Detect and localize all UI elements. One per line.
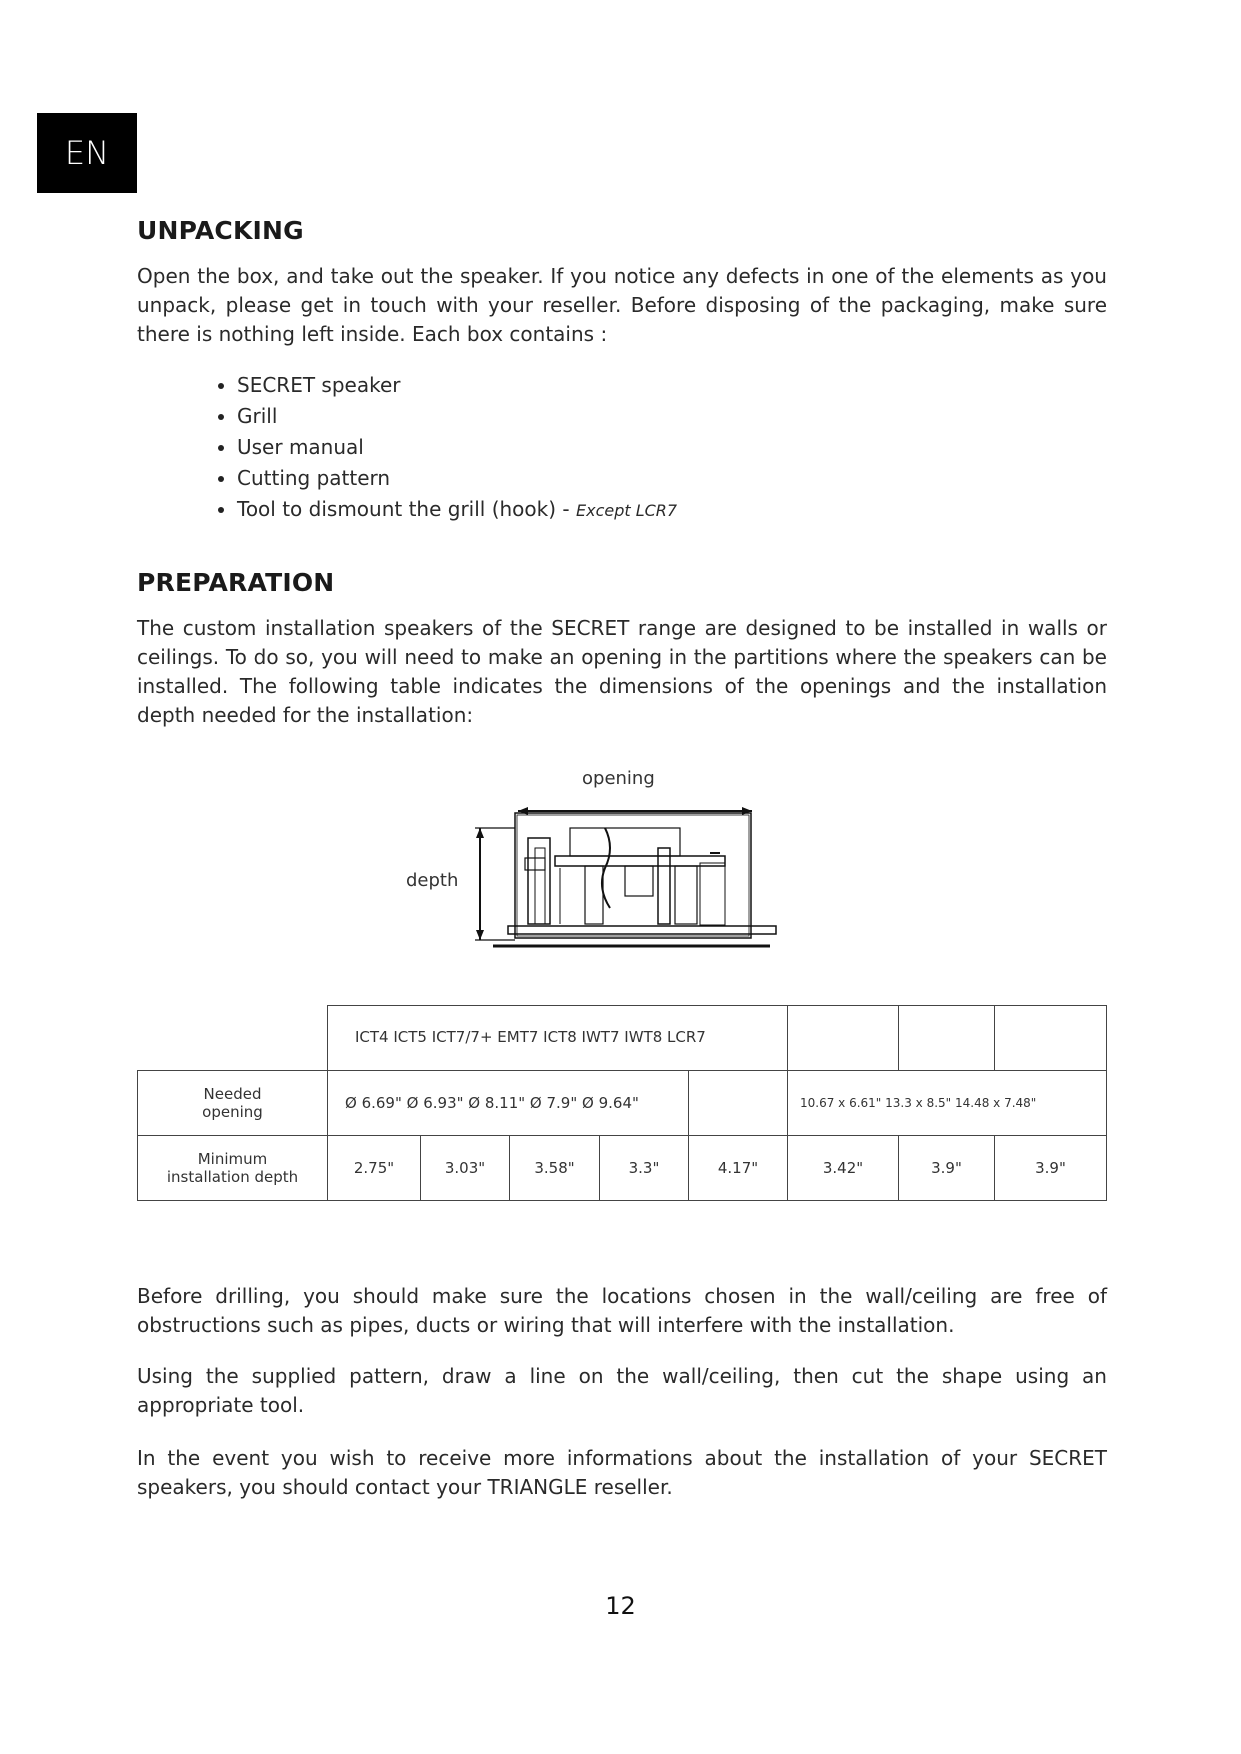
list-item — [137, 494, 1107, 526]
page-number: 12 — [605, 1592, 636, 1620]
unpacking-heading: UNPACKING — [137, 216, 304, 245]
row-header-min-depth: Minimum installation depth — [138, 1136, 328, 1201]
item-note: Except LCR7 — [575, 501, 678, 520]
unpacking-section — [137, 216, 1107, 245]
table-cell — [995, 1006, 1107, 1071]
table-cell: 3.58" — [510, 1136, 600, 1201]
table-cell — [899, 1006, 995, 1071]
table-round-openings: Ø 6.69" Ø 6.93" Ø 8.11" Ø 7.9" Ø 9.64" — [345, 1094, 639, 1112]
unpacking-paragraph-wrap — [137, 262, 1107, 349]
table-rect-openings: 10.67 x 6.61" 13.3 x 8.5" 14.48 x 7.48" — [800, 1096, 1037, 1110]
speaker-cross-section-drawing — [400, 768, 800, 958]
table-cell — [138, 1006, 328, 1071]
table-cell: 3.3" — [600, 1136, 689, 1201]
after-text-1 — [137, 1282, 1107, 1340]
table-model-names: ICT4 ICT5 ICT7/7+ EMT7 ICT8 IWT7 IWT8 LCR7 — [355, 1028, 706, 1046]
table-cell: 3.9" — [899, 1136, 995, 1201]
speaker-dimension-diagram — [400, 768, 800, 958]
table-cell — [788, 1006, 899, 1071]
opening-label: opening — [582, 768, 655, 789]
after-text-2 — [137, 1362, 1107, 1420]
list-item: User manual — [137, 432, 1107, 463]
list-item: SECRET speaker — [137, 370, 1107, 401]
table-cell: 2.75" — [328, 1136, 421, 1201]
preparation-section — [137, 568, 1107, 597]
contact-paragraph: In the event you wish to receive more informations about the installation of your SECRET speakers, you should contact your TRIANGLE reseller. — [137, 1446, 1107, 1499]
pattern-paragraph: Using the supplied pattern, draw a line on the wall/ceiling, then cut the shape using an appropriate tool. — [137, 1364, 1107, 1417]
table-cell: 3.9" — [995, 1136, 1107, 1201]
list-item: Cutting pattern — [137, 463, 1107, 494]
row-header-needed-opening: Needed opening — [138, 1071, 328, 1136]
unpacking-paragraph: Open the box, and take out the speaker. If you notice any defects in one of the elements as you unpack, please get in touch with your reseller. Before disposing of the packaging, make sure there is nothing left inside. Each box contains : — [137, 264, 1107, 346]
drilling-paragraph: Before drilling, you should make sure the locations chosen in the wall/ceiling are free of obstructions such as pipes, ducts or wiring that will interfere with the installation. — [137, 1284, 1107, 1337]
preparation-paragraph-wrap — [137, 614, 1107, 730]
language-tab: EN — [37, 113, 137, 193]
table-cell: 3.42" — [788, 1136, 899, 1201]
preparation-heading: PREPARATION — [137, 568, 335, 597]
table-cell: 3.03" — [421, 1136, 510, 1201]
table-cell: 4.17" — [689, 1136, 788, 1201]
depth-label: depth — [406, 870, 459, 891]
after-text-3 — [137, 1444, 1107, 1502]
list-item: Grill — [137, 401, 1107, 432]
preparation-paragraph: The custom installation speakers of the SECRET range are designed to be installed in walls or ceilings. To do so, you will need to make an opening in the partitions where the speakers can be installed. The following table indicates the dimensions of the openings and the installation depth needed for the installation: — [137, 616, 1107, 727]
table-cell — [689, 1071, 788, 1136]
list-item-text: Tool to dismount the grill (hook) - — [237, 497, 576, 521]
table-row — [138, 1136, 1107, 1201]
box-contents-list — [137, 370, 1107, 526]
